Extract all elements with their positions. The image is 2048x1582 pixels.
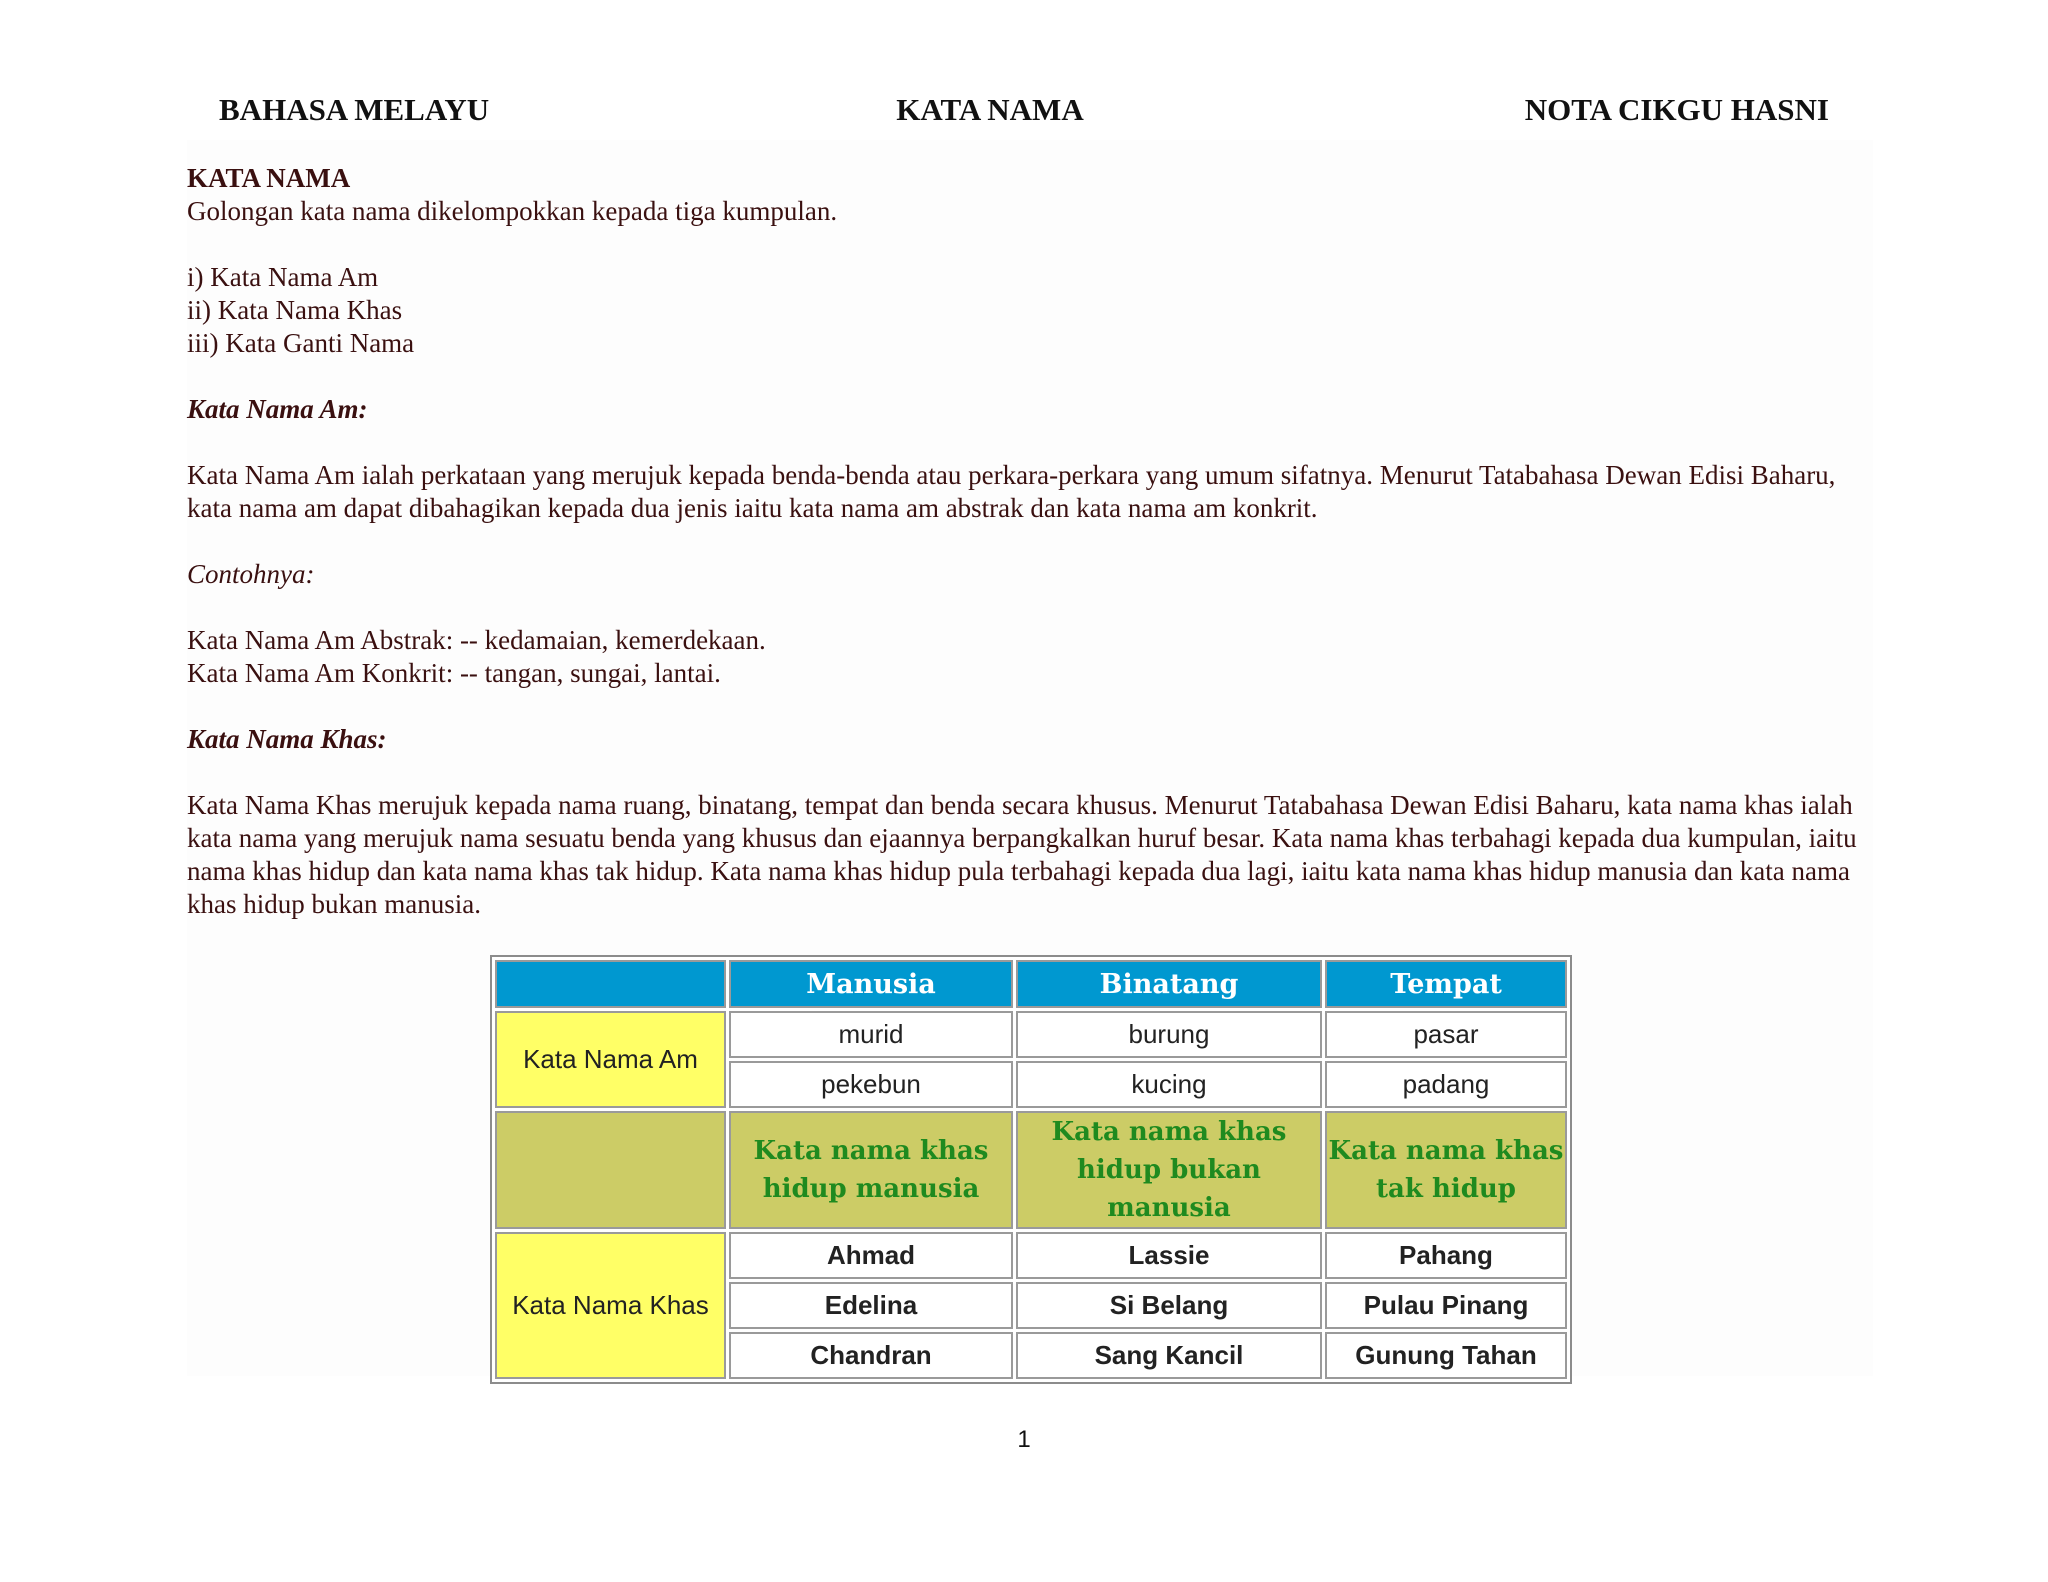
list-item: ii) Kata Nama Khas [187,295,403,325]
table-header-row [495,960,1567,1008]
row-label-kata-nama-am: Kata Nama Am [495,1011,726,1108]
header-author: NOTA CIKGU HASNI [1524,92,1829,127]
list-item: i) Kata Nama Am [187,262,379,292]
kata-nama-table [490,955,1572,1384]
example-concrete: Kata Nama Am Konkrit: -- tangan, sungai, lantai. [187,658,721,688]
page-number: 1 [1017,1426,1031,1453]
example-abstract: Kata Nama Am Abstrak: -- kedamaian, kemerdekaan. [187,625,766,655]
subheader-tak-hidup: Kata nama khas tak hidup [1325,1111,1567,1229]
table-cell: Chandran [729,1332,1013,1379]
table-cell: padang [1325,1061,1567,1108]
table-cell: Ahmad [729,1232,1013,1279]
table-header-empty [495,960,726,1008]
table-cell: Edelina [729,1282,1013,1329]
list-item: iii) Kata Ganti Nama [187,328,415,358]
table-cell: Sang Kancil [1016,1332,1322,1379]
example-label: Contohnya: [187,559,315,589]
subheader-hidup-bukan-manusia: Kata nama khas hidup bukan manusia [1016,1111,1322,1229]
table-cell: murid [729,1011,1013,1058]
kata-nama-khas-paragraph: Kata Nama Khas merujuk kepada nama ruang, binatang, tempat dan benda secara khusus. Menurut Tatabahasa Dewan Edisi Baharu, kata nama khas ialah kata nama yang merujuk nama sesuatu benda yang khusus dan ejaannya berpangkalkan huruf besar. Kata nama khas terbahagi kepada dua kumpulan, iaitu nama khas hidup dan kata nama khas tak hidup. Kata nama khas hidup pula terbahagi kepada dua lagi, iaitu kata nama khas hidup manusia dan kata nama khas hidup bukan manusia. [187,790,1857,919]
kata-nama-khas-heading: Kata Nama Khas: [187,724,387,754]
section-title: KATA NAMA [187,163,351,193]
intro-text: Golongan kata nama dikelompokkan kepada tiga kumpulan. [187,196,838,226]
table-subheader-row [495,1111,1567,1229]
content-panel [187,140,1873,1376]
kata-nama-am-paragraph: Kata Nama Am ialah perkataan yang merujuk kepada benda-benda atau perkara-perkara yang umum sifatnya. Menurut Tatabahasa Dewan Edisi Baharu, kata nama am dapat dibahagikan kepada dua jenis iaitu kata nama am abstrak dan kata nama am konkrit. [187,460,1836,523]
subheader-empty-cell [495,1111,726,1229]
header-topic: KATA NAMA [896,92,1084,127]
subheader-hidup-manusia: Kata nama khas hidup manusia [729,1111,1013,1229]
table-cell: Si Belang [1016,1282,1322,1329]
table-cell: Lassie [1016,1232,1322,1279]
table-cell: kucing [1016,1061,1322,1108]
table-header-manusia: Manusia [729,960,1013,1008]
kata-nama-am-heading: Kata Nama Am: [187,394,368,424]
table-cell: Pahang [1325,1232,1567,1279]
table-header-tempat: Tempat [1325,960,1567,1008]
table-cell: Pulau Pinang [1325,1282,1567,1329]
row-label-kata-nama-khas: Kata Nama Khas [495,1232,726,1379]
header-subject: BAHASA MELAYU [219,92,490,127]
page-header [0,92,2048,132]
table-cell: pekebun [729,1061,1013,1108]
table-header-binatang: Binatang [1016,960,1322,1008]
table-row [495,1232,1567,1279]
table-row [495,1011,1567,1058]
body-text [187,162,1857,921]
table-cell: Gunung Tahan [1325,1332,1567,1379]
table-cell: burung [1016,1011,1322,1058]
table-cell: pasar [1325,1011,1567,1058]
